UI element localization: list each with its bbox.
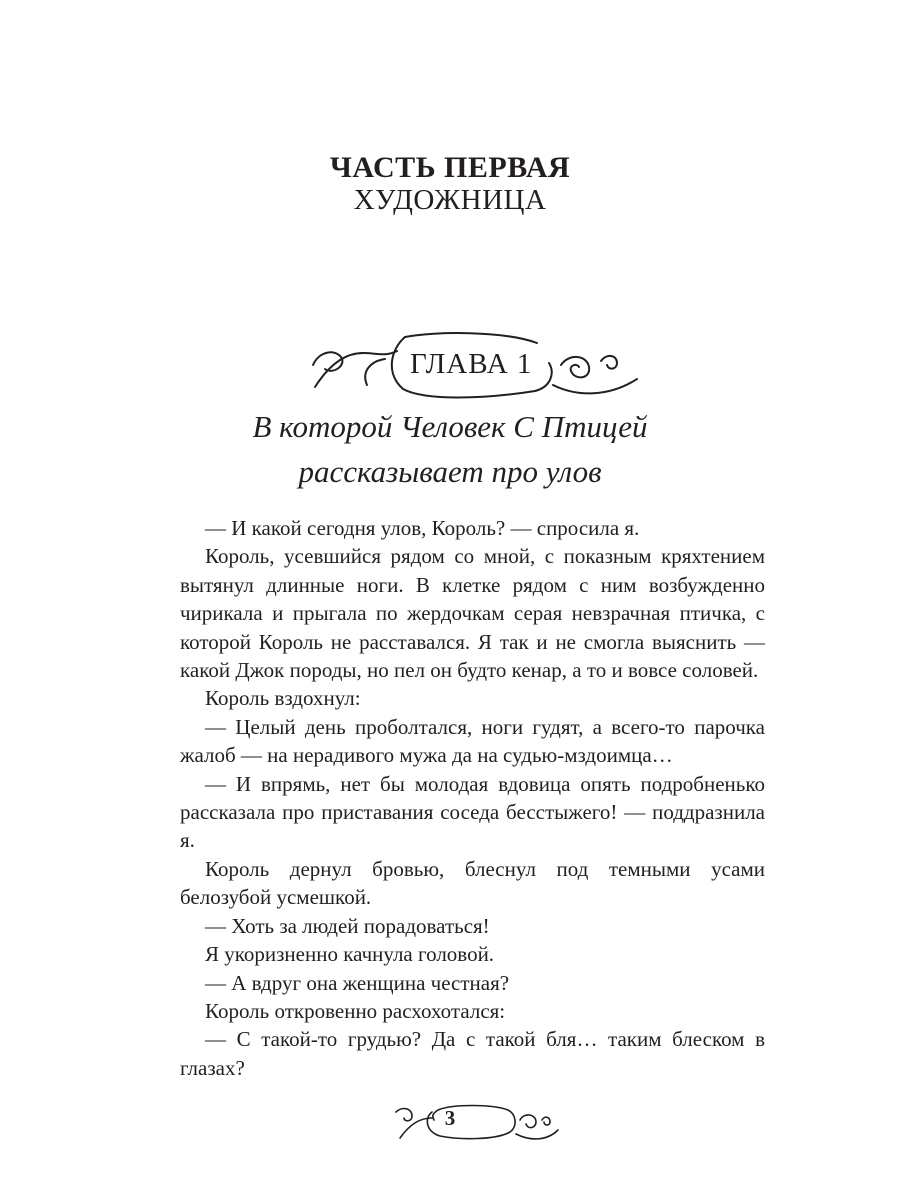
- chapter-label: ГЛАВА 1: [410, 348, 533, 380]
- paragraph: — И какой сегодня улов, Король? — спросила я.: [205, 516, 640, 540]
- paragraph: — Хоть за людей порадоваться!: [205, 913, 490, 938]
- chapter-caption-line-2: рассказывает про улов: [298, 454, 602, 489]
- body-text: [180, 514, 765, 1082]
- chapter-caption-line-1: В которой Человек С Птицей: [252, 409, 648, 444]
- paragraph: Я укоризненно качнула головой.: [205, 942, 495, 967]
- paragraph: — И впрямь, нет бы молодая вдовица опять подробненько рассказала про приставания соседа бесстыжего! — поддразнила я.: [180, 771, 765, 853]
- page-number: 3: [444, 1106, 456, 1130]
- paragraph: — А вдруг она женщина честная?: [205, 970, 510, 995]
- paragraph: — С такой-то грудью? Да с такой бля… таким блеском в глазах?: [180, 1027, 765, 1080]
- paragraph: Король вздохнул:: [205, 686, 361, 711]
- paragraph: Король откровенно расхохотался:: [205, 998, 506, 1023]
- paragraph: Король, усевшийся рядом со мной, с показным кряхтением вытянул длинные ноги. В клетке рядом с ним возбужденно чирикала и прыгала по жердочкам серая невзрачная птичка, с которой Король не расставался. Я так и не смогла выяснить — какой Джок породы, но пел он будто кенар, а то и вовсе соловей.: [180, 544, 765, 683]
- paragraph: — Целый день проболтался, ноги гудят, а всего-то парочка жалоб — на нерадивого мужа да на судью-мздоимца…: [180, 714, 765, 768]
- chapter-caption: [0, 404, 900, 494]
- part-title: ЧАСТЬ ПЕРВАЯ: [329, 151, 571, 184]
- part-subtitle: ХУДОЖНИЦА: [353, 184, 547, 216]
- paragraph: Король дернул бровью, блеснул под темными усами белозубой усмешкой.: [180, 856, 765, 910]
